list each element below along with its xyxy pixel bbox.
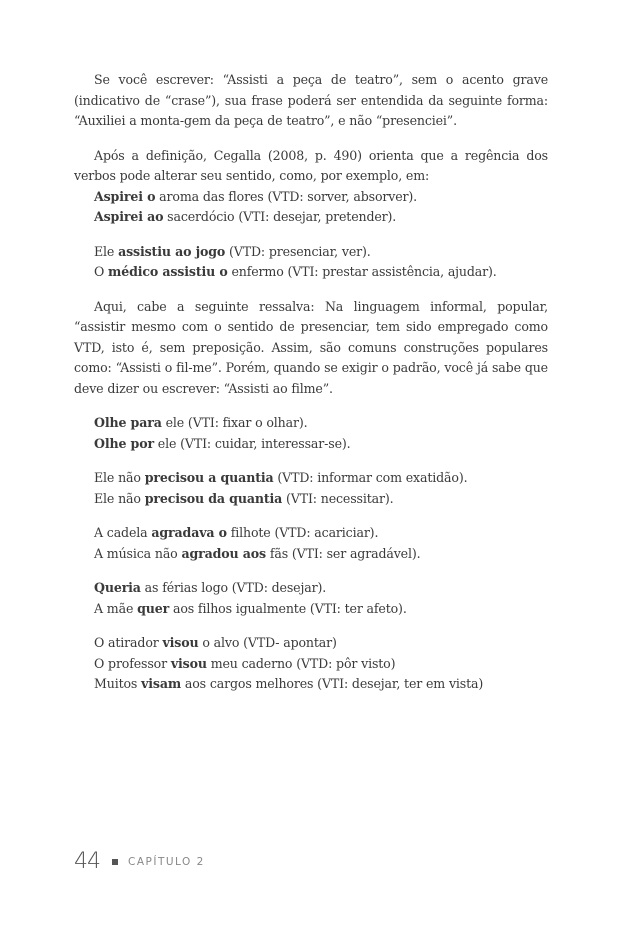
chapter-label: CAPÍTULO 2 [128,855,205,868]
example-line: Aspirei o aroma das flores (VTD: sorver, absorver). [94,188,418,204]
example-line: Olhe por ele (VTI: cuidar, interessar-se). [94,435,351,451]
example-line: Ele assistiu ao jogo (VTD: presenciar, ver). [94,243,371,259]
example-line: O atirador visou o alvo (VTD- apontar) [94,635,337,650]
example-line: Ele não precisou a quantia (VTD: informar com exatidão). [94,470,468,485]
square-bullet-icon [112,859,118,865]
paragraph-crase: Se você escrever: “Assisti a peça de teatro”, sem o acento grave (indicativo de “crase”), sua frase poderá ser entendida da seguinte forma: “Auxiliei a monta-gem da peça de teatro”, e não “presenciei”. [74,72,548,128]
example-line: A música não agradou aos fãs (VTI: ser agradável). [94,545,421,561]
example-line: Ele não precisou da quantia (VTI: necessitar). [94,490,394,506]
page-number: 44 [74,849,100,874]
example-line: Queria as férias logo (VTD: desejar). [94,580,327,595]
page-content [74,70,548,695]
example-line: O médico assistiu o enfermo (VTI: prestar assistência, ajudar). [94,264,497,279]
paragraph-definition: Após a definição, Cegalla (2008, p. 490) orienta que a regência dos verbos pode alterar seu sentido, como, por exemplo, em: [74,147,548,183]
example-line: A mãe quer aos filhos igualmente (VTI: ter afeto). [94,600,407,616]
page-footer [74,849,205,874]
example-line: Olhe para ele (VTI: fixar o olhar). [94,415,308,430]
example-line: A cadela agradava o filhote (VTD: acariciar). [94,525,379,540]
paragraph-ressalva: Aqui, cabe a seguinte ressalva: Na linguagem informal, popular, “assistir mesmo com o sentido de presenciar, tem sido empregado como VTD, isto é, sem preposição. Assim, são comuns construções populares como: “Assisti o fil-me”. Porém, quando se exigir o padrão, você já sabe que deve dizer ou escrever: “Assisti ao filme”. [74,298,548,396]
example-line: O professor visou meu caderno (VTD: pôr visto) [94,655,396,671]
example-line: Aspirei ao sacerdócio (VTI: desejar, pretender). [94,209,397,224]
example-line: Muitos visam aos cargos melhores (VTI: desejar, ter em vista) [94,676,484,691]
